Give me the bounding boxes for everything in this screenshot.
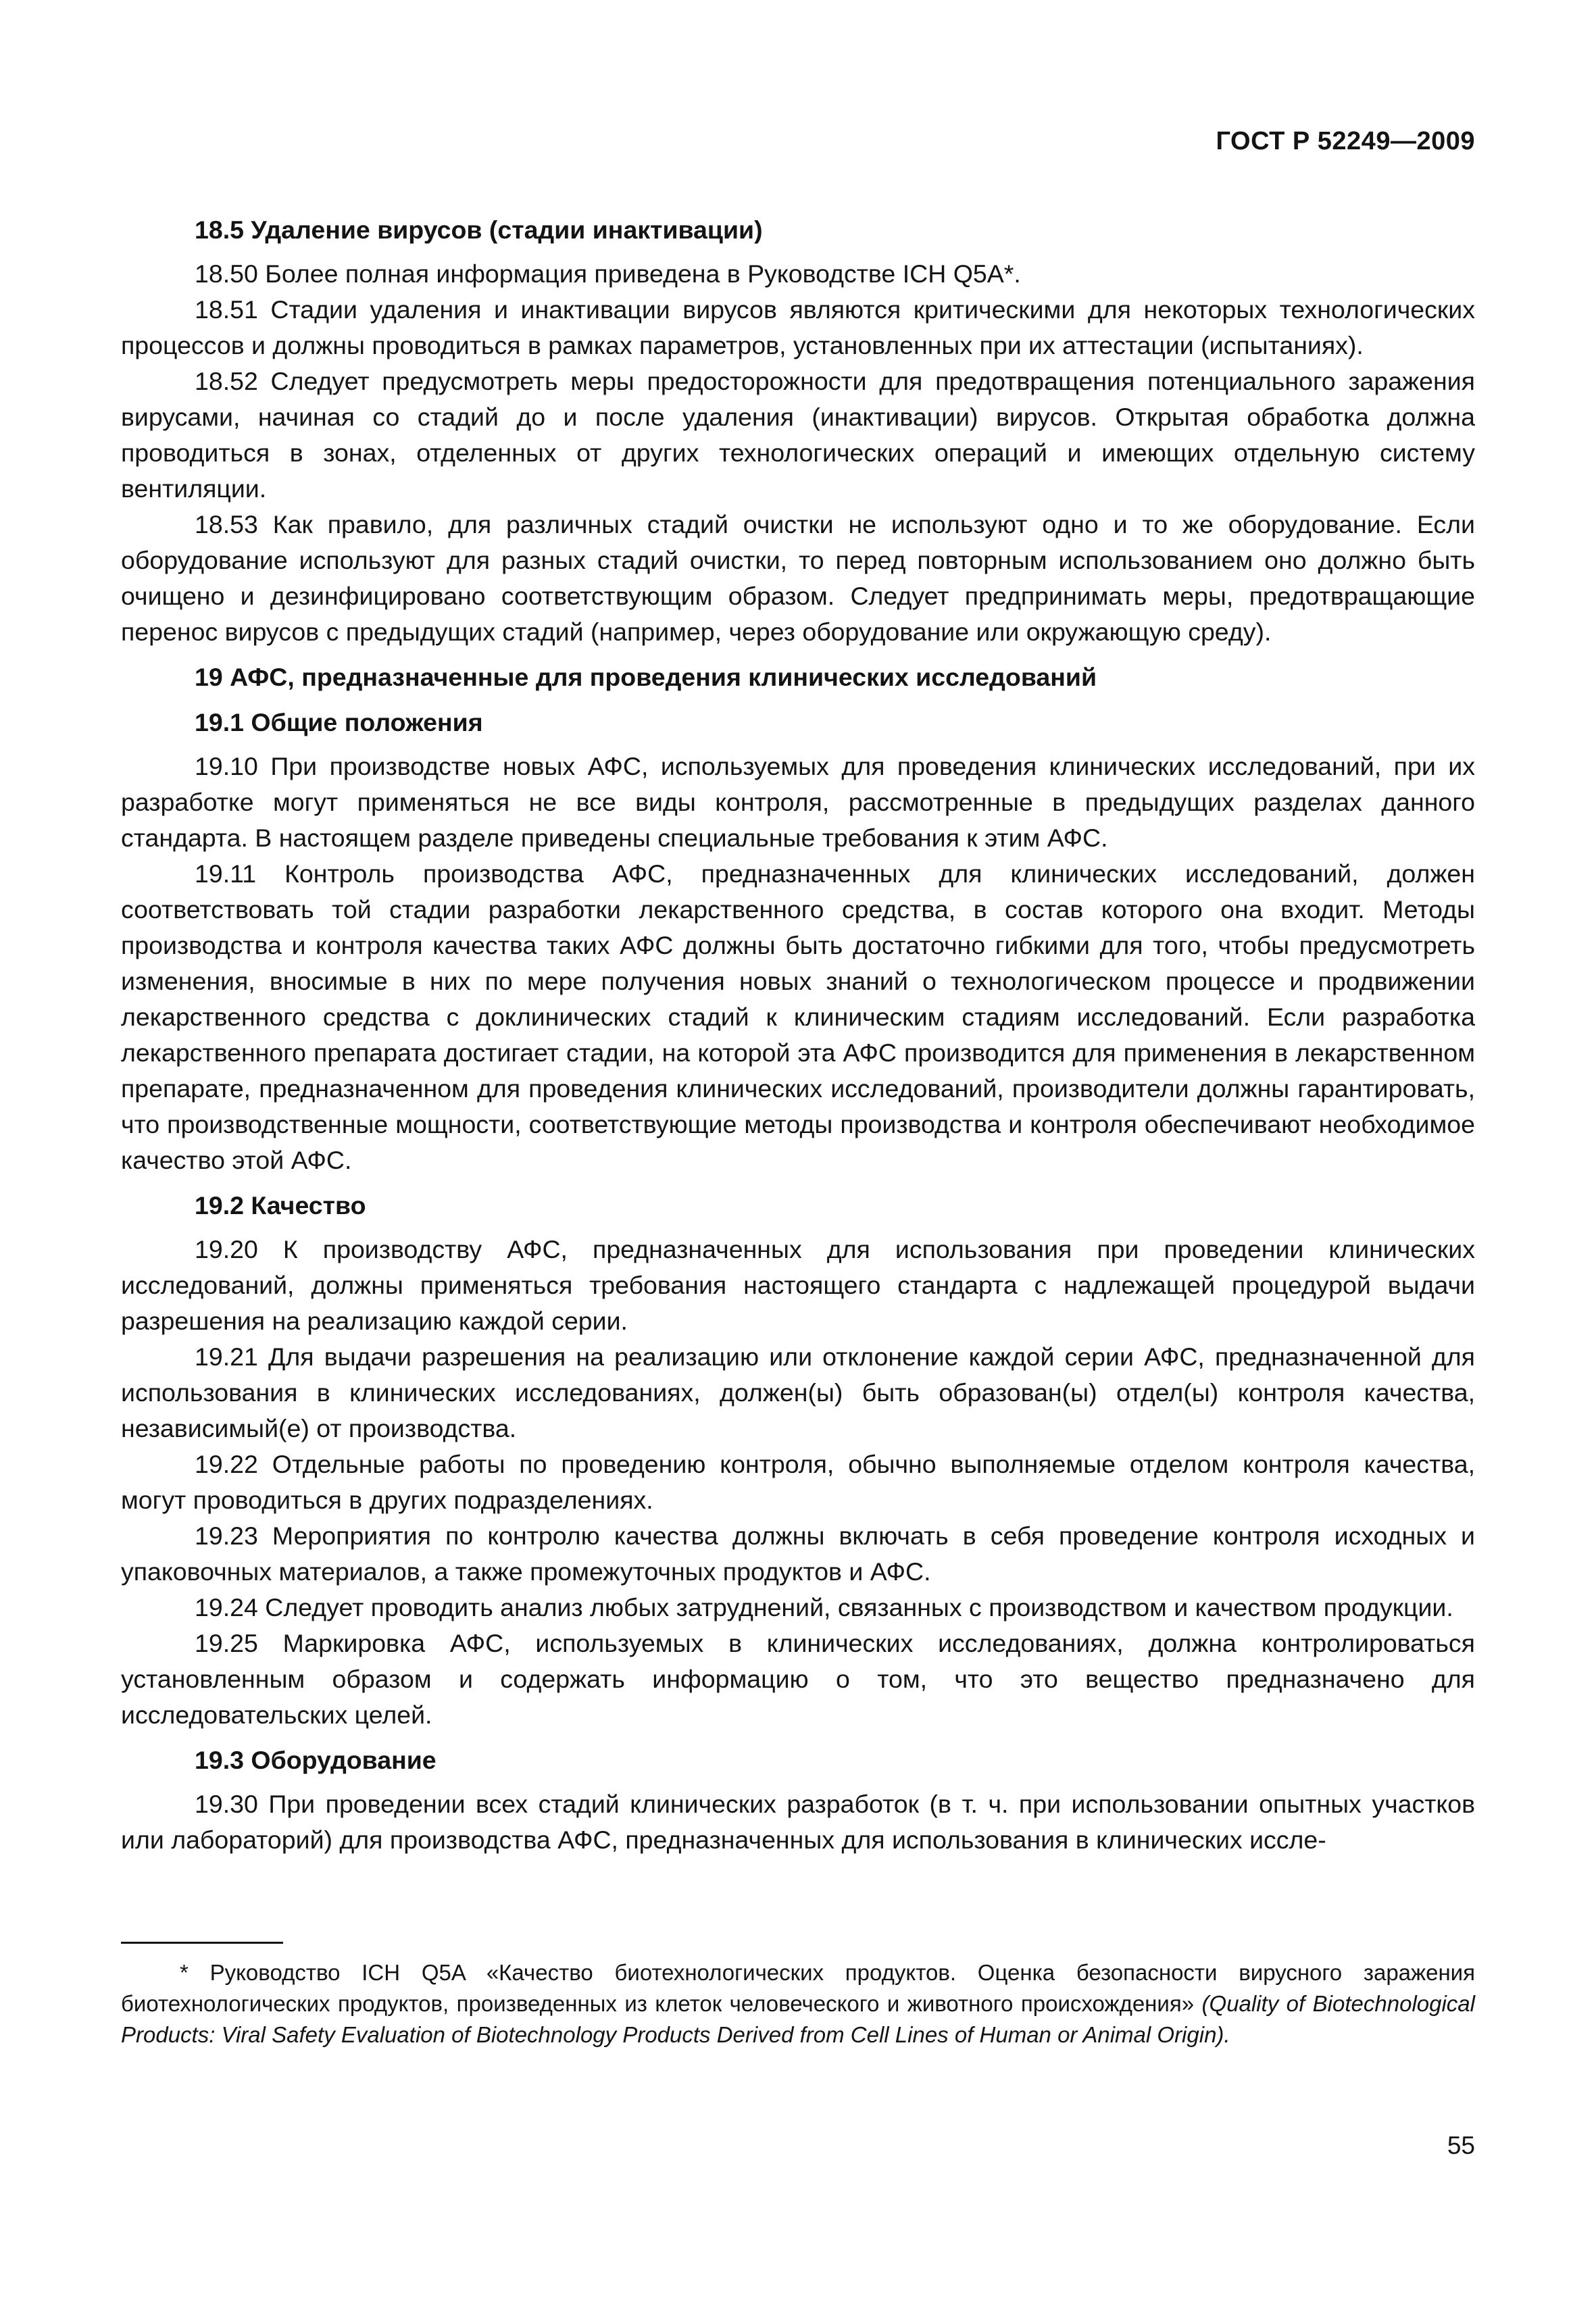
footnote <box>121 1957 1475 2051</box>
paragraph-19-25: 19.25 Маркировка АФС, используемых в клинических исследованиях, должна контролироваться установленным образом и содержать информацию о том, что это вещество предназначено для исследовательских целей. <box>121 1629 1475 1729</box>
paragraph-18-50: 18.50 Более полная информация приведена в Руководстве ICH Q5A*. <box>195 259 1021 288</box>
document-body <box>121 203 1475 1858</box>
paragraph-19-23: 19.23 Мероприятия по контролю качества должны включать в себя проведение контроля исходных и упаковочных материалов, а также промежуточных продуктов и АФС. <box>121 1521 1475 1586</box>
section-heading-19-2: 19.2 Качество <box>195 1191 366 1219</box>
paragraph-19-22: 19.22 Отдельные работы по проведению контроля, обычно выполняемые отделом контроля качества, могут проводиться в других подразделениях. <box>121 1450 1475 1514</box>
section-heading-19-1: 19.1 Общие положения <box>195 708 483 736</box>
document-id-header: ГОСТ Р 52249—2009 <box>1216 127 1475 155</box>
footnote-divider <box>121 1942 283 1944</box>
paragraph-19-11: 19.11 Контроль производства АФС, предназначенных для клинических исследований, должен соответствовать той стадии разработки лекарственного средства, в состав которого она входит. Методы производства и контроля качества таких АФС должны быть достаточно гибкими для того, чтобы предусмотреть изменения, вносимые в них по мере получения новых знаний о технологическом процессе и продвижении лекарственного средства с доклинических стадий к клиническим стадиям исследований. Если разработка лекарственного препарата достигает стадии, на которой эта АФС производится для применения в лекарственном препарате, предназначенном для проведения клинических исследований, производители должны гарантировать, что производственные мощности, соответствующие методы производства и контроля обеспечивают необходимое качество этой АФС. <box>121 859 1475 1174</box>
paragraph-18-53: 18.53 Как правило, для различных стадий очистки не используют одно и то же оборудование. Если оборудование используют для разных стадий очистки, то перед повторным использованием оно должно быть очищено и дезинфицировано соответствующим образом. Следует предпринимать меры, предотвращающие перенос вирусов с предыдущих стадий (например, через оборудование или окружающую среду). <box>121 510 1475 646</box>
footnote-english: (Quality of Biotechnological Products: Viral Safety Evaluation of Biotechnology Products Derived from Cell Lines of Human or Animal Origin). <box>121 1991 1475 2047</box>
paragraph-19-21: 19.21 Для выдачи разрешения на реализацию или отклонение каждой серии АФС, предназначенной для использования в клинических исследованиях, должен(ы) быть образован(ы) отдел(ы) контроля качества, независимый(е) от производства. <box>121 1342 1475 1442</box>
paragraph-19-20: 19.20 К производству АФС, предназначенных для использования при проведении клинических исследований, должны применяться требования настоящего стандарта с надлежащей процедурой выдачи разрешения на реализацию каждой серии. <box>121 1235 1475 1335</box>
page-number: 55 <box>1447 2132 1475 2159</box>
section-heading-19: 19 АФС, предназначенные для проведения клинических исследований <box>195 663 1097 691</box>
paragraph-19-10: 19.10 При производстве новых АФС, используемых для проведения клинических исследований, при их разработке могут применяться не все виды контроля, рассмотренные в предыдущих разделах данного стандарта. В настоящем разделе приведены специальные требования к этим АФС. <box>121 752 1475 852</box>
paragraph-19-24: 19.24 Следует проводить анализ любых затруднений, связанных с производством и качеством продукции. <box>195 1593 1453 1621</box>
paragraph-18-51: 18.51 Стадии удаления и инактивации вирусов являются критическими для некоторых технологических процессов и должны проводиться в рамках параметров, установленных при их аттестации (испытаниях). <box>121 295 1475 359</box>
paragraph-18-52: 18.52 Следует предусмотреть меры предосторожности для предотвращения потенциального заражения вирусами, начиная со стадий до и после удаления (инактивации) вирусов. Открытая обработка должна проводиться в зонах, отделенных от других технологических операций и имеющих отдельную систему вентиляции. <box>121 367 1475 503</box>
paragraph-19-30: 19.30 При проведении всех стадий клинических разработок (в т. ч. при использовании опытных участков или лабораторий) для производства АФС, предназначенных для использования в клинических иссле- <box>121 1790 1475 1854</box>
footnote-russian: * Руководство ICH Q5A «Качество биотехнологических продуктов. Оценка безопасности вирусного заражения биотехнологических продуктов, произведенных из клеток человеческого и животного происхождения» <box>121 1960 1475 2016</box>
section-heading-19-3: 19.3 Оборудование <box>195 1746 437 1774</box>
section-heading-18-5: 18.5 Удаление вирусов (стадии инактивации) <box>195 216 763 244</box>
footnote-text <box>121 1957 1475 2051</box>
